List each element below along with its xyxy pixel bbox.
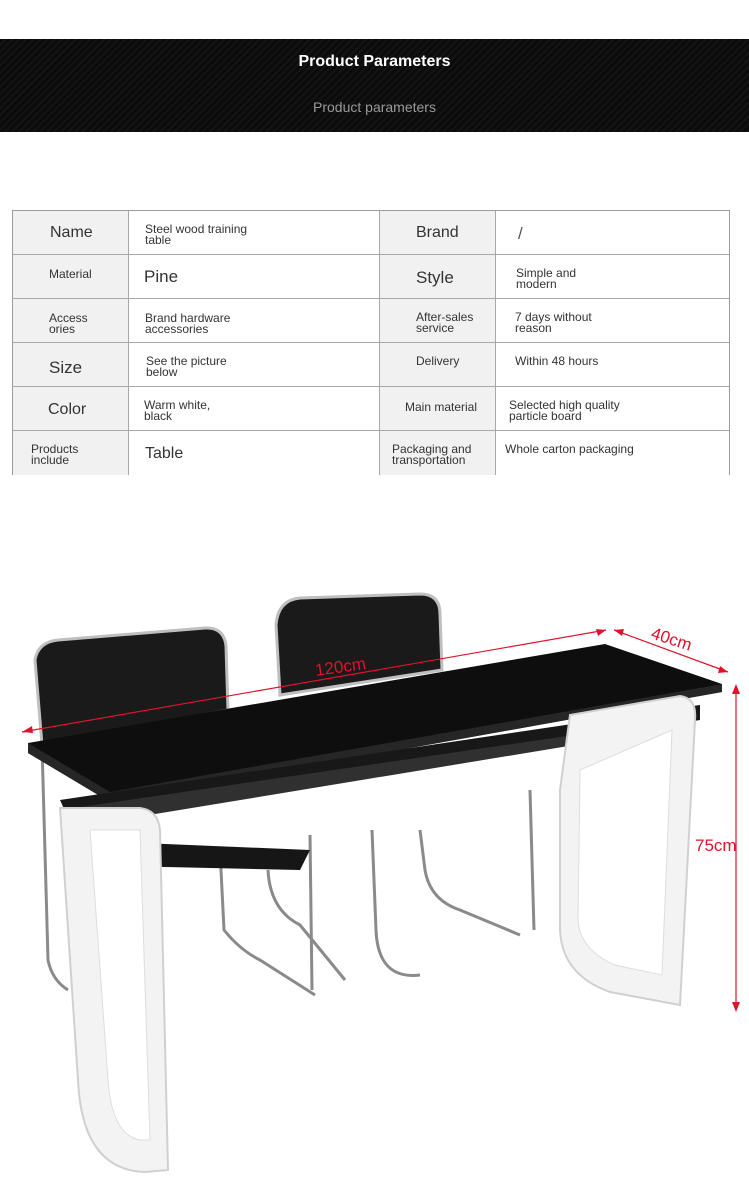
product-illustration [0,580,749,1186]
param-label: Products include [31,442,79,467]
banner-subtitle: Product parameters [313,99,436,115]
param-label: Brand [416,224,459,241]
param-value-cell [129,211,380,254]
param-value: Table [145,445,184,462]
param-value: Warm white, black [144,398,211,423]
param-value-cell [496,387,729,430]
param-label-cell [13,211,129,254]
param-label: Packaging and transportation [392,442,472,467]
param-value: Steel wood training table [145,222,248,247]
banner-title: Product Parameters [298,53,451,70]
param-value-cell [496,211,729,254]
param-value-cell [496,343,729,386]
param-label-cell [380,387,496,430]
param-label-cell [380,431,496,475]
param-label: Style [416,268,454,287]
table-row [13,343,729,387]
param-value-cell [129,431,380,475]
parameter-table [12,210,730,475]
table-row [13,211,729,255]
param-value: See the picture below [146,354,227,379]
param-label: Size [49,358,83,377]
table-row [13,431,729,475]
header-banner [0,39,749,132]
param-label-cell [13,343,129,386]
param-label-cell [380,255,496,298]
table-row [13,299,729,343]
param-value-cell [129,299,380,342]
param-label: Material [49,267,92,281]
param-label: After-sales service [416,310,474,335]
param-value-cell [496,431,729,475]
param-label-cell [13,255,129,298]
table-row [13,387,729,431]
param-value: Pine [144,267,179,286]
param-label: Main material [405,400,478,414]
param-label-cell [380,299,496,342]
param-value-cell [129,343,380,386]
param-label: Delivery [416,354,460,368]
param-label: Color [48,401,87,418]
param-label-cell [13,431,129,475]
param-label: Access ories [49,311,88,336]
param-label-cell [13,387,129,430]
param-value: / [518,224,523,243]
param-value: Whole carton packaging [505,442,634,456]
param-label-cell [13,299,129,342]
param-value: Within 48 hours [515,354,599,368]
param-value: Brand hardware accessories [145,311,231,336]
depth-label: 40cm [648,623,695,655]
param-label-cell [380,211,496,254]
height-label: 75cm [695,836,737,855]
param-value: Simple and modern [516,266,577,291]
param-value: Selected high quality particle board [509,398,620,423]
param-value-cell [129,387,380,430]
param-value-cell [496,255,729,298]
param-value-cell [496,299,729,342]
param-label: Name [50,224,93,241]
param-value: 7 days without reason [515,310,592,335]
table-row [13,255,729,299]
param-label-cell [380,343,496,386]
param-value-cell [129,255,380,298]
length-label: 120cm [313,654,368,680]
